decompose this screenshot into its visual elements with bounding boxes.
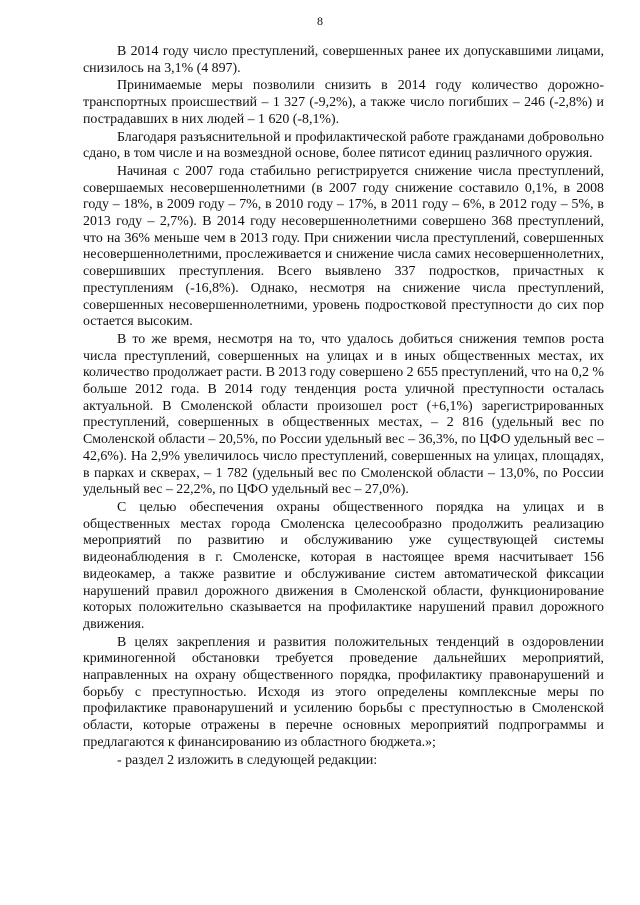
paragraph-crime-prevention-measures: В целях закрепления и развития положительных тенденций в оздоровлении криминогенной обстановки требуется проведение дальнейших мероприятий, направленных на охрану общественного порядка, профилактику правонарушений и борьбу с преступностью. Исходя из этого определены комплексные меры по профилактике правонарушений и усилению борьбы с преступностью в Смоленской области, которые отражены в перечне основных мероприятий подпрограммы и предлагаются к финансированию из областного бюджета.»;: [83, 634, 604, 750]
paragraph-street-crime: В то же время, несмотря на то, что удалось добиться снижения темпов роста числа преступлений, совершенных на улицах и в иных общественных местах, их количество продолжает расти. В 2013 году совершено 2 655 преступлений, что на 0,2 % больше 2012 года. В 2014 году тенденция роста уличной преступности осталась актуальной. В Смоленской области произошел рост (+6,1%) зарегистрированных преступлений, совершенных в общественных местах, – 2 816 (удельный вес по Смоленской области – 20,5%, по России удельный вес – 36,3%, по ЦФО удельный вес – 42,6%). На 2,9% увеличилось число преступлений, совершенных на улицах, площадях, в парках и скверах, – 1 782 (удельный вес по Смоленской области – 13,0%, по России удельный вес – 22,2%, по ЦФО удельный вес – 27,0%).: [83, 331, 604, 498]
paragraph-repeat-offenders: В 2014 году число преступлений, совершенных ранее их допускавшими лицами, снизилось на 3,1% (4 897).: [83, 44, 604, 76]
paragraph-weapons-surrender: Благодаря разъяснительной и профилактической работе гражданами добровольно сдано, в том числе и на возмездной основе, более пятисот единиц различного оружия.: [83, 129, 604, 162]
page-number: 8: [317, 14, 323, 28]
document-body: [83, 44, 604, 770]
paragraph-juvenile-crime: Начиная с 2007 года стабильно регистрируется снижение числа преступлений, совершаемых несовершеннолетними (в 2007 году снижение составило 0,1%, в 2008 году – 18%, в 2009 году – 7%, в 2010 году – 17%, в 2011 году – 6%, в 2012 году – 5%, в 2013 году – 2,7%). В 2014 году несовершеннолетними совершено 368 преступлений, что на 36% меньше чем в 2013 году. При снижении числа преступлений, совершенных несовершеннолетними, прослеживается и снижение числа самих несовершеннолетних, совершивших преступления. Всего выявлено 337 подростков, причастных к преступлениям (-16,8%). Однако, несмотря на снижение числа преступлений, совершенных несовершеннолетними, уровень подростковой преступности до сих пор остается высоким.: [83, 163, 604, 330]
paragraph-road-accidents: Принимаемые меры позволили снизить в 2014 году количество дорожно-транспортных происшествий – 1 327 (-9,2%), а также число погибших – 246 (-2,8%) и пострадавших в них людей – 1 620 (-8,1%).: [83, 78, 604, 127]
closing-line: - раздел 2 изложить в следующей редакции:: [117, 752, 378, 768]
paragraph-video-surveillance: С целью обеспечения охраны общественного порядка на улицах и в общественных местах города Смоленска целесообразно продолжить реализацию мероприятий по развитию и обслуживанию уже существующей системы видеонаблюдения в г. Смоленске, которая в настоящее время насчитывает 156 видеокамер, а также развитие и обслуживание систем автоматической фиксации нарушений правил дорожного движения в Смоленской области, функционирование которых положительно сказывается на профилактике нарушений правил дорожного движения.: [83, 499, 604, 632]
